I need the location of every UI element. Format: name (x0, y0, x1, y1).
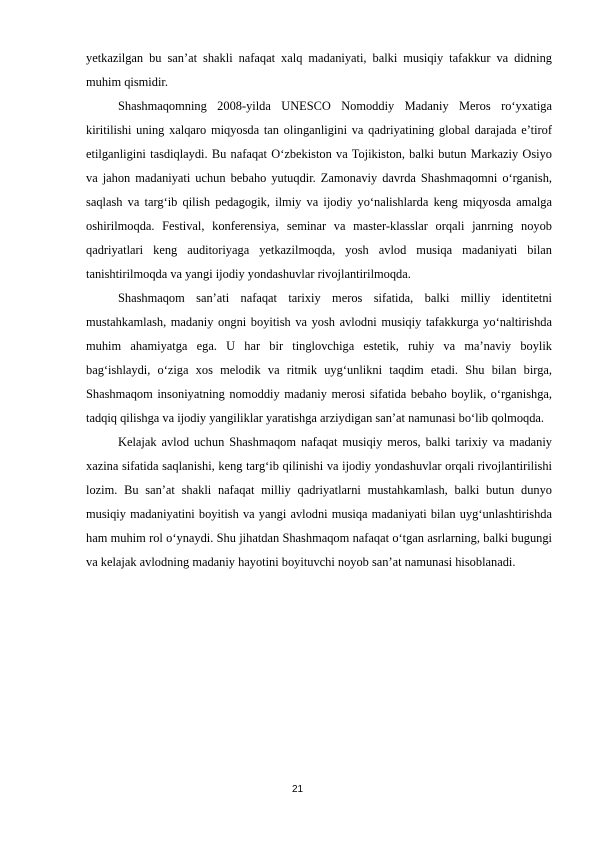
body-text (86, 46, 552, 574)
paragraph-identity: Shashmaqom san’ati nafaqat tarixiy meros sifatida, balki milliy identitetni mustahkamlash, madaniy ongni boyitish va yosh avlodni musiqiy tafakkurga yo‘naltirishda muhim ahamiyatga ega. U har bir tinglovchiga estetik, ruhiy va ma’naviy boylik bag‘ishlaydi, o‘ziga xos melodik va ritmik uyg‘unlikni taqdim etadi. Shu bilan birga, Shashmaqom insoniyatning nomoddiy madaniy merosi sifatida bebaho boylik, o‘rganishga, tadqiq qilishga va ijodiy yangiliklar yaratishga arziydigan san’at namunasi bo‘lib qolmoqda. (86, 291, 552, 425)
page-number: 21 (291, 784, 304, 795)
paragraph-unesco: Shashmaqomning 2008-yilda UNESCO Nomoddiy Madaniy Meros ro‘yxatiga kiritilishi uning xalqaro miqyosda tan olinganligini va qadriyatining global darajada e’tirof etilganligini tasdiqlaydi. Bu nafaqat O‘zbekiston va Tojikiston, balki butun Markaziy Osiyo va jahon madaniyati uchun bebaho yutuqdir. Zamonaviy davrda Shashmaqomni o‘rganish, saqlash va targ‘ib qilish pedagogik, ilmiy va ijodiy yo‘nalishlarda keng miqyosda amalga oshirilmoqda. Festival, konferensiya, seminar va master-klasslar orqali janrning noyob qadriyatlari keng auditoriyaga yetkazilmoqda, yosh avlod musiqa madaniyati bilan tanishtirilmoqda va yangi ijodiy yondashuvlar rivojlantirilmoqda. (86, 99, 552, 281)
paragraph-continued: yetkazilgan bu san’at shakli nafaqat xalq madaniyati, balki musiqiy tafakkur va didning muhim qismidir. (86, 51, 552, 89)
paragraph-future: Kelajak avlod uchun Shashmaqom nafaqat musiqiy meros, balki tarixiy va madaniy xazina sifatida saqlanishi, keng targ‘ib qilinishi va ijodiy yondashuvlar orqali rivojlantirilishi lozim. Bu san’at shakli nafaqat milliy qadriyatlarni mustahkamlash, balki butun dunyo musiqiy madaniyatini boyitish va yangi avlodni musiqa madaniyati bilan uyg‘unlashtirishda ham muhim rol o‘ynaydi. Shu jihatdan Shashmaqom nafaqat o‘tgan asrlarning, balki bugungi va kelajak avlodning madaniy hayotini boyituvchi noyob san’at namunasi hisoblanadi. (86, 435, 552, 569)
